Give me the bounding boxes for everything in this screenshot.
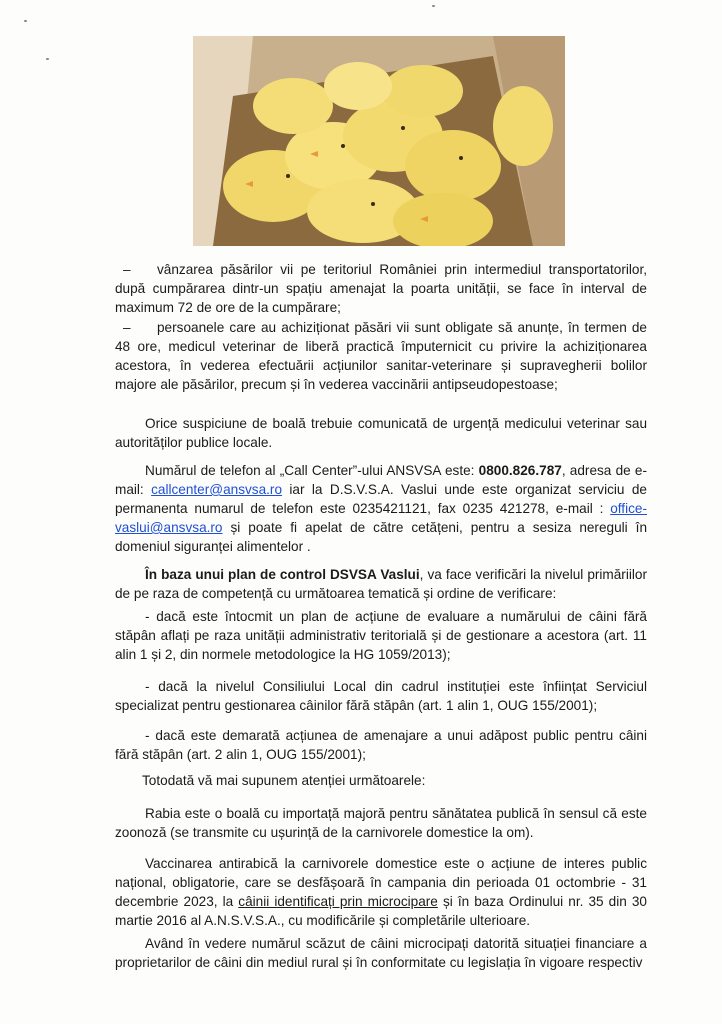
control-plan-heading: În baza unui plan de control DSVSA Vaslui [145, 567, 420, 582]
scan-mark [46, 58, 49, 60]
rabies-paragraph: Rabia este o boală cu importață majoră pentru sănătatea publică în sensul că este zoonoză (se transmite cu ușurință de la carnivorele domestice la om). [115, 806, 647, 840]
callcenter-text: iar la D.S.V.S.A. Vaslui unde este organizat serviciu de permanenta numarul de telefon este 0235421121, fax 0235 421278, e-mail : [115, 482, 647, 516]
scan-mark [24, 20, 27, 22]
vaccination-text: și în baza Ordinului nr. 35 din 30 martie 2016 al A.N.S.V.S.A., cu modificările și completările ulterioare. [115, 894, 647, 928]
scan-mark [432, 5, 435, 7]
callcenter-text: , adresa de e-mail: [115, 463, 647, 497]
bullet-dash: – [123, 320, 131, 335]
check-item: - dacă la nivelul Consiliului Local din cadrul instituției este înființat Serviciul specializat pentru gestionarea câinilor fără stăpân (art. 1 alin 1, OUG 155/2001); [115, 679, 647, 713]
bullet-text: vânzarea păsărilor vii pe teritoriul României prin intermediul transportatorilor, după cumpărarea dintr-un spațiu amenajat la poarta unității, se face în interval de maximum 72 de ore de la cumpărare; [115, 262, 647, 315]
bullet-item-buyers [115, 318, 647, 394]
callcenter-paragraph [115, 461, 647, 556]
final-paragraph: Având în vedere numărul scăzut de câini microcipați datorită situației financiare a proprietarilor de câini din mediul rural și în conformitate cu legislația în vigoare respectiv [115, 936, 647, 970]
vaccination-text: Vaccinarea antirabică la carnivorele domestice este o acțiune de interes public național, obligatorie, care se desfășoară în campania din perioada 01 octombrie - 31 decembrie 2023, la [115, 856, 647, 909]
bullet-item-sale [115, 260, 647, 317]
control-plan-paragraph [115, 565, 647, 603]
bullet-dash: – [123, 262, 131, 277]
attention-line: Totodată vă mai supunem atenției următoarele: [142, 773, 426, 788]
control-plan-text: , va face verificări la nivelul primăriilor de pe raza de competență cu următoarea tematică și ordine de verificare: [115, 567, 647, 601]
vaccination-underlined: câinii identificați prin microcipare [238, 894, 438, 909]
callcenter-email-link[interactable]: callcenter@ansvsa.ro [151, 482, 283, 497]
check-item: - dacă este demarată acțiunea de amenajare a unui adăpost public pentru câini fără stăpân (art. 2 alin 1, OUG 155/2001); [115, 728, 647, 762]
office-email-link[interactable]: office-vaslui@ansvsa.ro [115, 501, 647, 535]
callcenter-phone: 0800.826.787 [478, 463, 562, 478]
callcenter-text: Numărul de telefon al „Call Center”-ului ANSVSA este: [145, 463, 479, 478]
check-item: - dacă este întocmit un plan de acțiune de evaluare a numărului de câini fără stăpân aflați pe raza unității administrativ teritorială și de gestionare a acestora (art. 11 alin 1 și 2, din normele metodologice la HG 1059/2013); [115, 609, 647, 662]
vaccination-paragraph [115, 854, 647, 930]
bullet-text: persoanele care au achiziționat păsări vii sunt obligate să anunțe, în termen de 48 ore, medicul veterinar de liberă practică împuternicit cu privire la achiziționarea acestora, în vederea efectuării acțiunilor sanitar-veterinare și supravegherii bolilor majore ale păsărilor, precum și în vederea vaccinării antipseudopestoase; [115, 320, 647, 392]
chicks-in-box-photo [193, 36, 565, 246]
suspicion-paragraph: Orice suspiciune de boală trebuie comunicată de urgență medicului veterinar sau autorităților publice locale. [115, 416, 647, 450]
callcenter-text: și poate fi apelat de către cetățeni, pentru a sesiza nereguli în domeniul siguranței alimentelor . [115, 520, 647, 554]
